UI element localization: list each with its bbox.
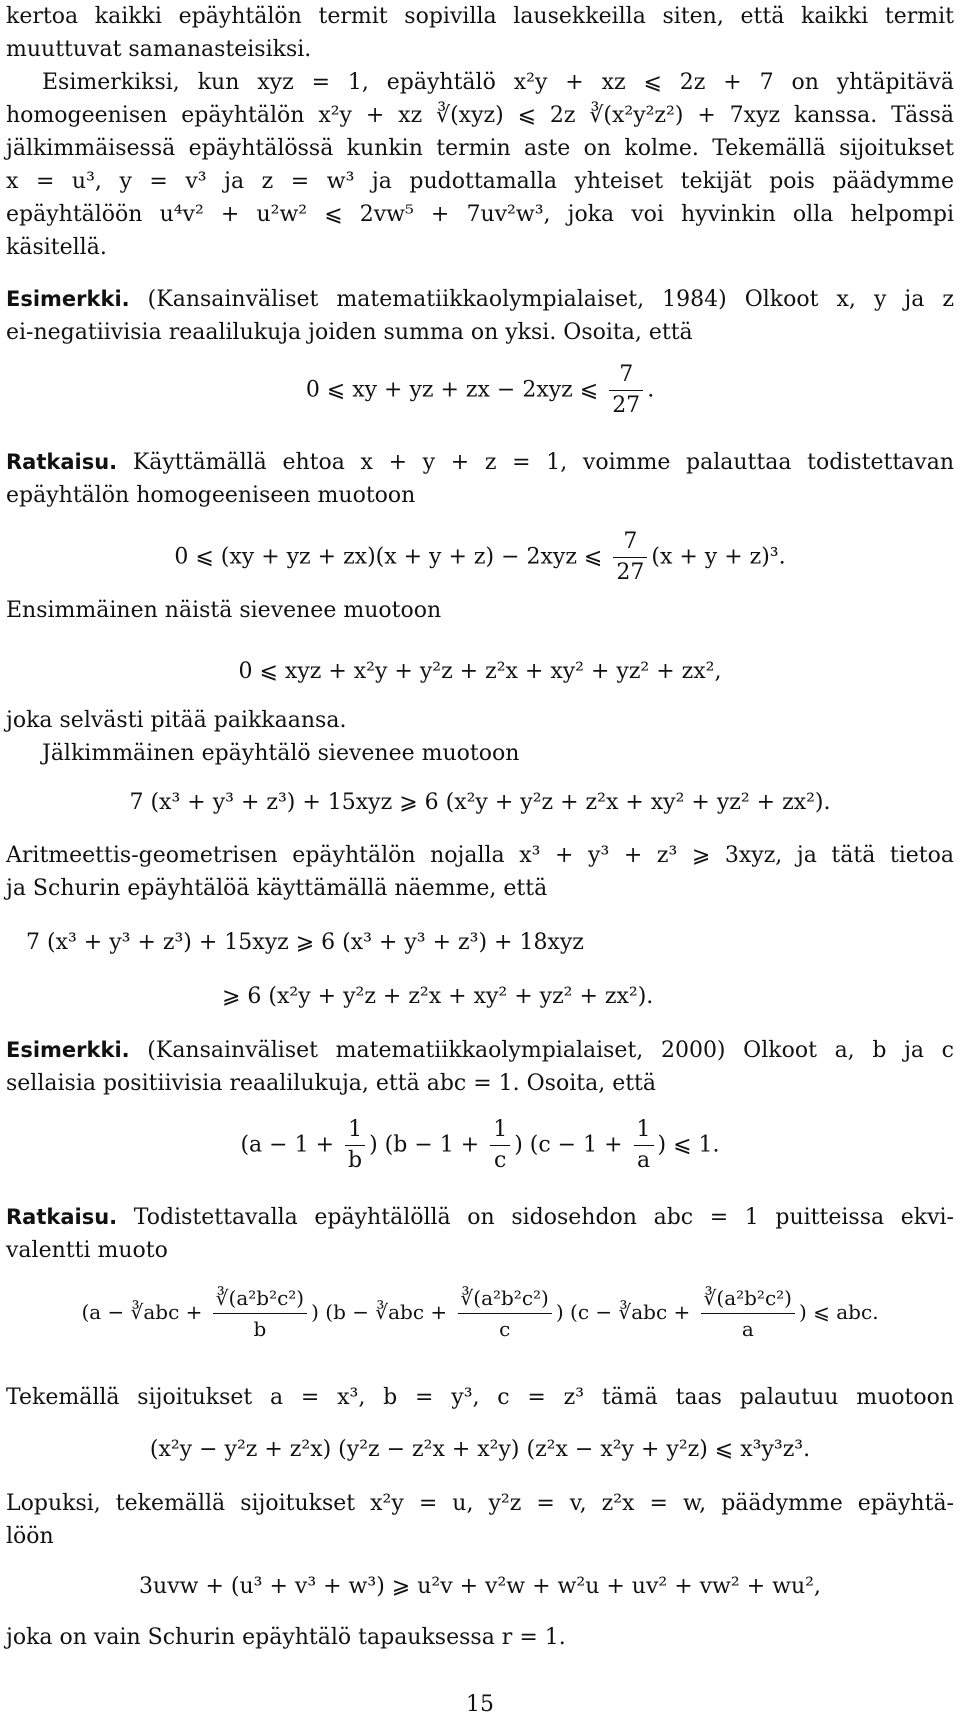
paragraph-line: kertoa kaikki epäyhtälön termit sopivilla lausekkeilla siten, että kaikki termit (6, 4, 954, 29)
paragraph-line: Tekemällä sijoitukset a = x³, b = y³, c = z³ tämä taas palautuu muotoon (6, 1385, 954, 1410)
equation-8: (x²y − y²z + z²x) (y²z − z²x + x²y) (z²x − x²y + y²z) ⩽ x³y³z³. (149, 1437, 811, 1462)
fraction: $\frac{1}{c}$ (490, 1115, 510, 1176)
equation-9: 3uvw + (u³ + v³ + w³) ⩾ u²v + v²w + w²u + uv² + vw² + wu², (139, 1574, 821, 1599)
paragraph-line: Jälkimmäinen epäyhtälö sievenee muotoon (42, 741, 520, 766)
paragraph-line: ja Schurin epäyhtälöä käyttämällä näemme, että (6, 876, 548, 901)
solution-line: epäyhtälön homogeeniseen muotoon (6, 483, 416, 508)
example-line: Esimerkki. (Kansainväliset matematiikkaolympialaiset, 2000) Olkoot a, b ja c (6, 1038, 954, 1063)
equation-6: (a − 1 + $\frac{1}{b}$ ) (b − 1 + $\frac{1}{c}$ ) (c − 1 + $\frac{1}{a}$ ) ⩽ 1. (6, 1115, 954, 1176)
paragraph-line: löön (6, 1524, 54, 1549)
fraction: $\frac{\text{∛(a²b²c²)}}{b}$ (213, 1283, 307, 1344)
paragraph-line: muuttuvat samanasteisiksi. (6, 37, 312, 62)
equation-3: 0 ⩽ xyz + x²y + y²z + z²x + xy² + yz² + zx², (238, 659, 722, 684)
fraction: $\frac{\text{∛(a²b²c²)}}{c}$ (458, 1283, 552, 1344)
solution-heading: Ratkaisu. (6, 1205, 118, 1229)
fraction: $\frac{7}{27}$ (609, 360, 643, 421)
example-line: ei-negatiivisia reaalilukuja joiden summa on yksi. Osoita, että (6, 320, 693, 345)
paragraph-line: homogeenisen epäyhtälön x²y + xz ∛(xyz) ⩽ 2z ∛(x²y²z²) + 7xyz kanssa. Tässä (6, 103, 954, 128)
paragraph-line: jälkimmäisessä epäyhtälössä kunkin termin aste on kolme. Tekemällä sijoitukset (6, 136, 954, 161)
example-heading: Esimerkki. (6, 287, 130, 311)
fraction: $\frac{1}{b}$ (345, 1115, 365, 1176)
paragraph-line: Esimerkiksi, kun xyz = 1, epäyhtälö x²y + xz ⩽ 2z + 7 on yhtäpitävä (42, 70, 954, 95)
page-number: 15 (466, 1692, 494, 1717)
fraction: $\frac{\text{∛(a²b²c²)}}{a}$ (701, 1283, 795, 1344)
paragraph-line: Ensimmäinen näistä sievenee muotoon (6, 598, 442, 623)
paragraph-line: käsitellä. (6, 235, 107, 260)
paragraph-line: epäyhtälöön u⁴v² + u²w² ⩽ 2vw⁵ + 7uv²w³, joka voi hyvinkin olla helpompi (6, 202, 954, 227)
paragraph-line: Lopuksi, tekemällä sijoitukset x²y = u, y²z = v, z²x = w, päädymme epäyhtä- (6, 1491, 954, 1516)
example-line: Esimerkki. (Kansainväliset matematiikkaolympialaiset, 1984) Olkoot x, y ja z (6, 287, 954, 312)
paragraph-line: joka selvästi pitää paikkaansa. (6, 708, 347, 733)
example-heading: Esimerkki. (6, 1038, 130, 1062)
solution-line: Ratkaisu. Todistettavalla epäyhtälöllä on sidosehdon abc = 1 puitteissa ekvi- (6, 1205, 954, 1230)
paragraph-line: joka on vain Schurin epäyhtälö tapauksessa r = 1. (6, 1625, 566, 1650)
equation-1: 0 ⩽ xy + yz + zx − 2xyz ⩽ $\frac{7}{27}$ . (6, 360, 954, 421)
fraction: $\frac{1}{a}$ (634, 1115, 654, 1176)
equation-7: (a − ∛abc + $\frac{\text{∛(a²b²c²)}}{b}$ ) (b − ∛abc + $\frac{\text{∛(a²b²c²)}}{c}$ ) (c − ∛abc + $\frac{\text{∛(a²b²c²)}}{a}$ ) ⩽ abc. (6, 1283, 954, 1344)
paragraph-line: Aritmeettis-geometrisen epäyhtälön nojalla x³ + y³ + z³ ⩾ 3xyz, ja tätä tietoa (6, 843, 954, 868)
solution-line: valentti muoto (6, 1238, 168, 1263)
equation-5a: 7 (x³ + y³ + z³) + 15xyz ⩾ 6 (x³ + y³ + z³) + 18xyz (26, 930, 584, 955)
fraction: $\frac{7}{27}$ (613, 527, 647, 588)
solution-heading: Ratkaisu. (6, 450, 118, 474)
document-page (6, 0, 954, 1733)
equation-4: 7 (x³ + y³ + z³) + 15xyz ⩾ 6 (x²y + y²z + z²x + xy² + yz² + zx²). (129, 790, 831, 815)
paragraph-line: x = u³, y = v³ ja z = w³ ja pudottamalla yhteiset tekijät pois päädymme (6, 169, 954, 194)
equation-5b: ⩾ 6 (x²y + y²z + z²x + xy² + yz² + zx²). (222, 984, 654, 1009)
equation-2: 0 ⩽ (xy + yz + zx)(x + y + z) − 2xyz ⩽ $\frac{7}{27}$ (x + y + z)³. (6, 527, 954, 588)
solution-line: Ratkaisu. Käyttämällä ehtoa x + y + z = 1, voimme palauttaa todistettavan (6, 450, 954, 475)
example-line: sellaisia positiivisia reaalilukuja, että abc = 1. Osoita, että (6, 1071, 657, 1096)
